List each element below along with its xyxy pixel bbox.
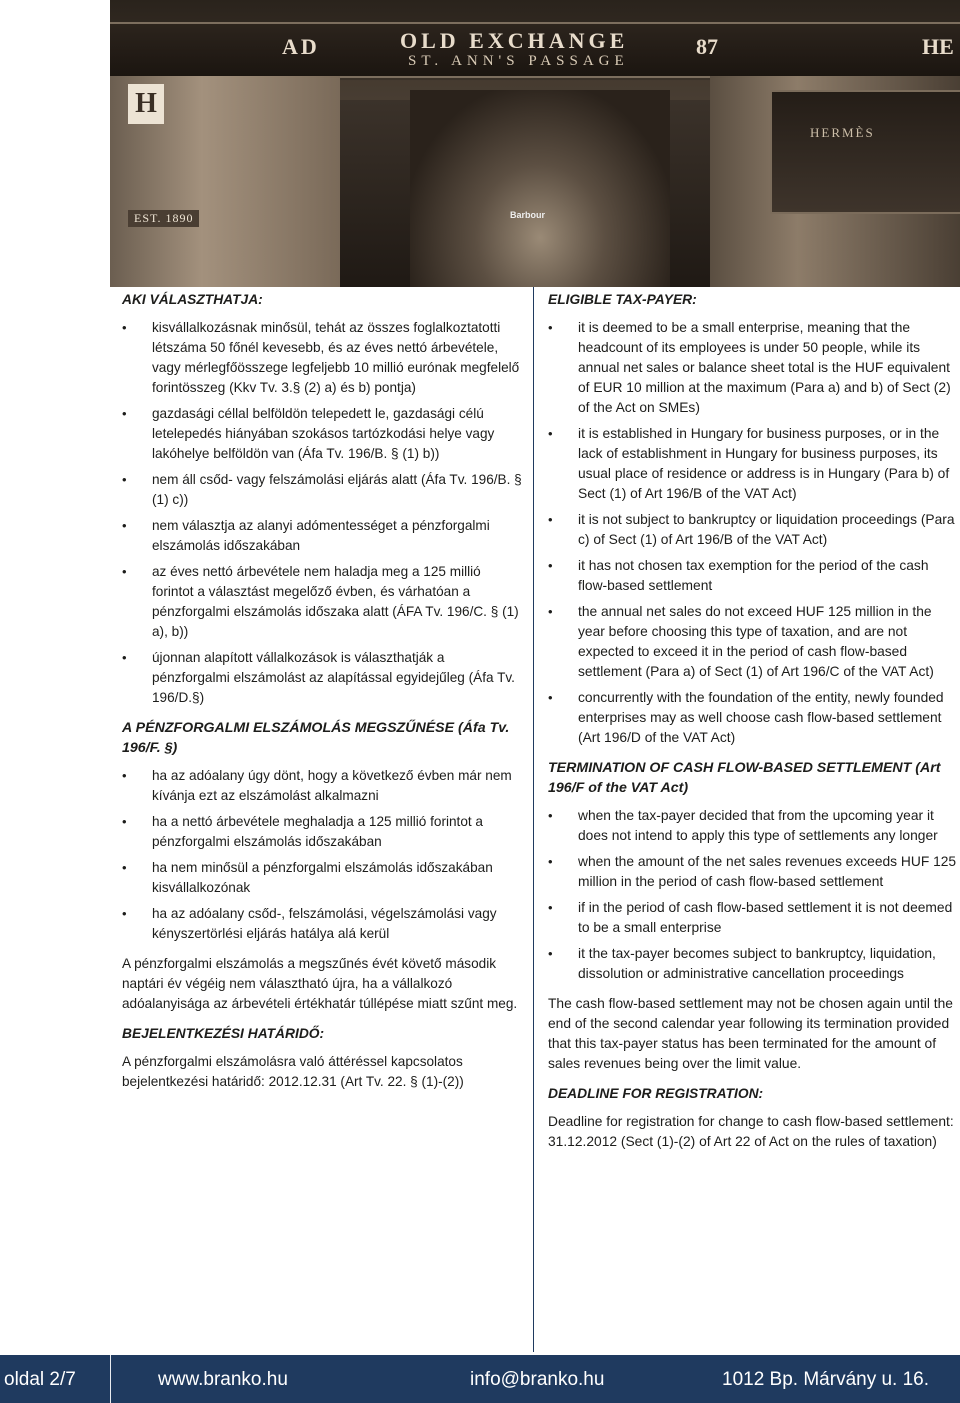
english-column [548,290,958,1162]
list-item: • it is not subject to bankruptcy or liquidation proceedings (Para c) of Sect (1) of Art 196/B of the VAT Act) [548,510,958,550]
est-plaque: EST. 1890 [128,210,199,227]
list-item: • if in the period of cash flow-based settlement it is not deemed to be a small enterprise [548,898,958,938]
list-item: • újonnan alapított vállalkozások is választhatják a pénzforgalmi elszámolást az alapítással egyidejűleg (Áfa Tv. 196/D.§) [122,648,522,708]
list-item: • nem választja az alanyi adómentességet a pénzforgalmi elszámolás időszakában [122,516,522,556]
storefront-sign [110,22,960,78]
website-link[interactable]: www.branko.hu [158,1369,288,1390]
footer-bar [0,1355,960,1403]
sign-right-text: HE [922,34,954,59]
termination-list-en [548,806,958,984]
termination-list-hu [122,766,522,944]
termination-heading-hu: A PÉNZFORGALMI ELSZÁMOLÁS MEGSZŰNÉSE (Áfa Tv. 196/F. §) [122,720,510,756]
deadline-paragraph-en: Deadline for registration for change to cash flow-based settlement: 31.12.2012 (Sect (1)-(2) of Art 22 of Act on the rules of taxation) [548,1114,954,1149]
header-photo [110,0,960,287]
list-item: • ha a nettó árbevétele meghaladja a 125 millió forintot a pénzforgalmi elszámolás időszakában [122,812,522,852]
list-item: • kisvállalkozásnak minősül, tehát az összes foglalkoztatotti létszáma 50 főnél kevesebb, és az éves nettó árbevétele, vagy mérlegfőösszege legfeljebb 10 millió eurónak megfelelő forintösszeg (Kkv Tv. 3.§ (2) a) és b) pontja) [122,318,522,398]
deadline-paragraph-hu: A pénzforgalmi elszámolásra való áttéréssel kapcsolatos bejelentkezési határidő: 2012.12.31 (Art Tv. 22. § (1)-(2)) [122,1054,464,1089]
list-item: • when the tax-payer decided that from the upcoming year it does not intend to apply this type of settlements any longer [548,806,958,846]
footer-divider [110,1355,111,1403]
h-sign: H [128,84,164,124]
list-item: • ha nem minősül a pénzforgalmi elszámolás időszakában kisvállalkozónak [122,858,522,898]
eligibility-list-en [548,318,958,748]
window-right [670,100,710,287]
window-left [340,100,410,287]
list-item: • gazdasági céllal belföldön telepedett le, gazdasági célú letelepedés hiányában szokásos tartózkodási helye vagy lakóhelye belföldön van (Áfa Tv. 196/B. § (1) b)) [122,404,522,464]
column-divider [533,287,534,1352]
list-item: • nem áll csőd- vagy felszámolási eljárás alatt (Áfa Tv. 196/B. § (1) c)) [122,470,522,510]
eligible-heading-hu: AKI VÁLASZTHATJA: [122,292,263,307]
email-link[interactable]: info@branko.hu [470,1369,605,1390]
list-item: • the annual net sales do not exceed HUF 125 million in the year before choosing this type of taxation, and are not expected to exceed it in the period of cash flow-based settlement (Para a) of Sect (1) of Art 196/C of the VAT Act) [548,602,958,682]
list-item: • it the tax-payer becomes subject to bankruptcy, liquidation, dissolution or administrative cancellation proceedings [548,944,958,984]
termination-paragraph-en: The cash flow-based settlement may not be chosen again until the end of the second calendar year following its termination provided that this tax-payer status has been terminated for the amount of sales revenues being over the limit value. [548,996,953,1071]
list-item: • it is deemed to be a small enterprise, meaning that the headcount of its employees is under 50 people, while its annual net sales or balance sheet total is the HUF equivalent of EUR 10 million at the maximum (Para a) and b) of Sect (2) of the Act on SMEs) [548,318,958,418]
sign-main-text: OLD EXCHANGE [400,28,629,53]
list-item: • it has not chosen tax exemption for the period of the cash flow-based settlement [548,556,958,596]
termination-paragraph-hu: A pénzforgalmi elszámolás a megszűnés évét követő második naptári év végéig nem választható újra, ha a vállalkozó adóalanyisága az árbevételi értékhatár túllépése miatt szűnt meg. [122,956,518,1011]
deadline-heading-en: DEADLINE FOR REGISTRATION: [548,1086,764,1101]
termination-heading-en: TERMINATION OF CASH FLOW-BASED SETTLEMENT (Art 196/F of the VAT Act) [548,760,941,796]
sign-number: 87 [696,34,718,59]
deadline-heading-hu: BEJELENTKEZÉSI HATÁRIDŐ: [122,1026,325,1041]
list-item: • concurrently with the foundation of the entity, newly founded enterprises may as well choose cash flow-based settlement (Art 196/D of the VAT Act) [548,688,958,748]
hungarian-column [122,290,522,1102]
sign-sub-text: ST. ANN'S PASSAGE [408,53,629,69]
page-number: oldal 2/7 [4,1369,76,1390]
barbour-sign: Barbour [510,210,546,220]
eligibility-list-hu [122,318,522,708]
passage-arch [410,90,670,287]
eligible-heading-en: ELIGIBLE TAX-PAYER: [548,292,697,307]
list-item: • it is established in Hungary for business purposes, or in the lack of establishment in Hungary for business purposes, its usual place of residence or address is in Hungary (Para b) of Sect (1) of Art 196/B of the VAT Act) [548,424,958,504]
sign-left-text: AD [282,34,320,59]
shopfront [770,90,960,214]
list-item: • ha az adóalany úgy dönt, hogy a következő évben már nem kívánja ezt az elszámolást alkalmazni [122,766,522,806]
list-item: • when the amount of the net sales revenues exceeds HUF 125 million in the period of cash flow-based settlement [548,852,958,892]
address-text: 1012 Bp. Márvány u. 16. [722,1369,930,1390]
list-item: • ha az adóalany csőd-, felszámolási, végelszámolási vagy kényszertörlési eljárás hatálya alá kerül [122,904,522,944]
shop-sign-hermes: HERMÈS [810,125,875,140]
list-item: • az éves nettó árbevétele nem haladja meg a 125 millió forintot a választást megelőző évben, és várhatóan a pénzforgalmi elszámolás időszaka alatt (ÁFA Tv. 196/C. § (1) a), b)) [122,562,522,642]
